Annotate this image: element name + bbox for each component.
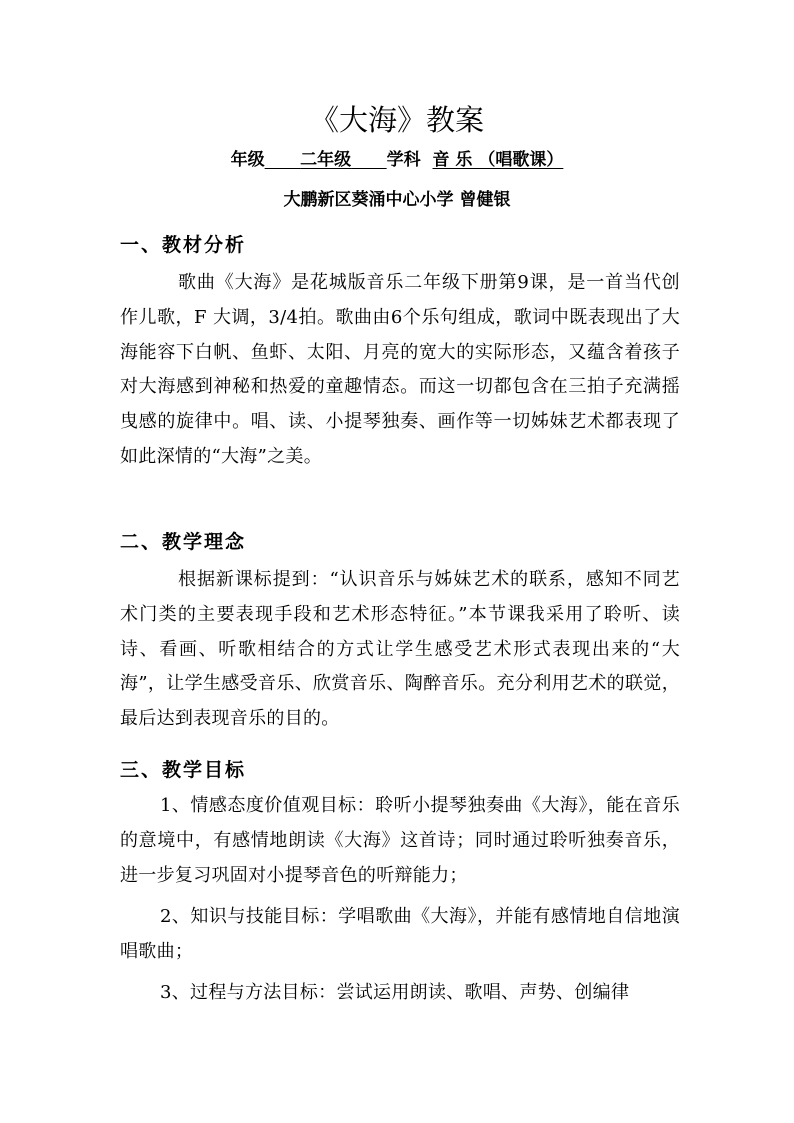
subject-value: 音 乐 （唱歌课） [432, 150, 564, 170]
subject-label: 学科 [386, 150, 421, 170]
grade-label: 年级 [230, 150, 265, 170]
grade-value-underline [265, 150, 387, 170]
section-heading-materials: 一、教材分析 [120, 234, 247, 256]
section-heading-philosophy: 二、教学理念 [120, 531, 247, 553]
grade-subject-line [0, 148, 794, 172]
section-paragraph-philosophy: 根据新课标提到：“认识音乐与姊妹艺术的联系，感知不同艺术门类的主要表现手段和艺术形态特征。”本节课我采用了聆听、读诗、看画、听歌相结合的方式让学生感受艺术形式表现出来的“大海”，让学生感受音乐、欣赏音乐、陶醉音乐。充分利用艺术的联觉，最后达到表现音乐的目的。 [120, 569, 680, 730]
objective-emotion: 1、情感态度价值观目标：聆听小提琴独奏曲《大海》，能在音乐的意境中，有感情地朗读《大海》这首诗；同时通过聆听独奏音乐，进一步复习巩固对小提琴音色的听辩能力； [120, 795, 680, 886]
document-title: 《大海》教案 [309, 103, 484, 137]
objective-knowledge: 2、知识与技能目标：学唱歌曲《大海》，并能有感情地自信地演唱歌曲； [120, 906, 680, 962]
objective-process: 3、过程与方法目标：尝试运用朗读、歌唱、声势、创编律 [160, 982, 630, 1003]
section-heading-objectives: 三、教学目标 [120, 759, 247, 781]
section-paragraph-materials: 歌曲《大海》是花城版音乐二年级下册第9课，是一首当代创作儿歌，F 大调，3/4拍。歌曲由6个乐句组成，歌词中既表现出了大海能容下白帆、鱼虾、太阳、月亮的宽大的实际形态，又蕴含着孩子对大海感到神秘和热爱的童趣情态。而这一切都包含在三拍子充满摇曳感的旋律中。唱、读、小提琴独奏、画作等一切姊妹艺术都表现了如此深情的“大海”之美。 [120, 272, 680, 467]
grade-value: 二年级 [300, 150, 352, 170]
author-line: 大鹏新区葵涌中心小学 曾健银 [283, 190, 511, 210]
